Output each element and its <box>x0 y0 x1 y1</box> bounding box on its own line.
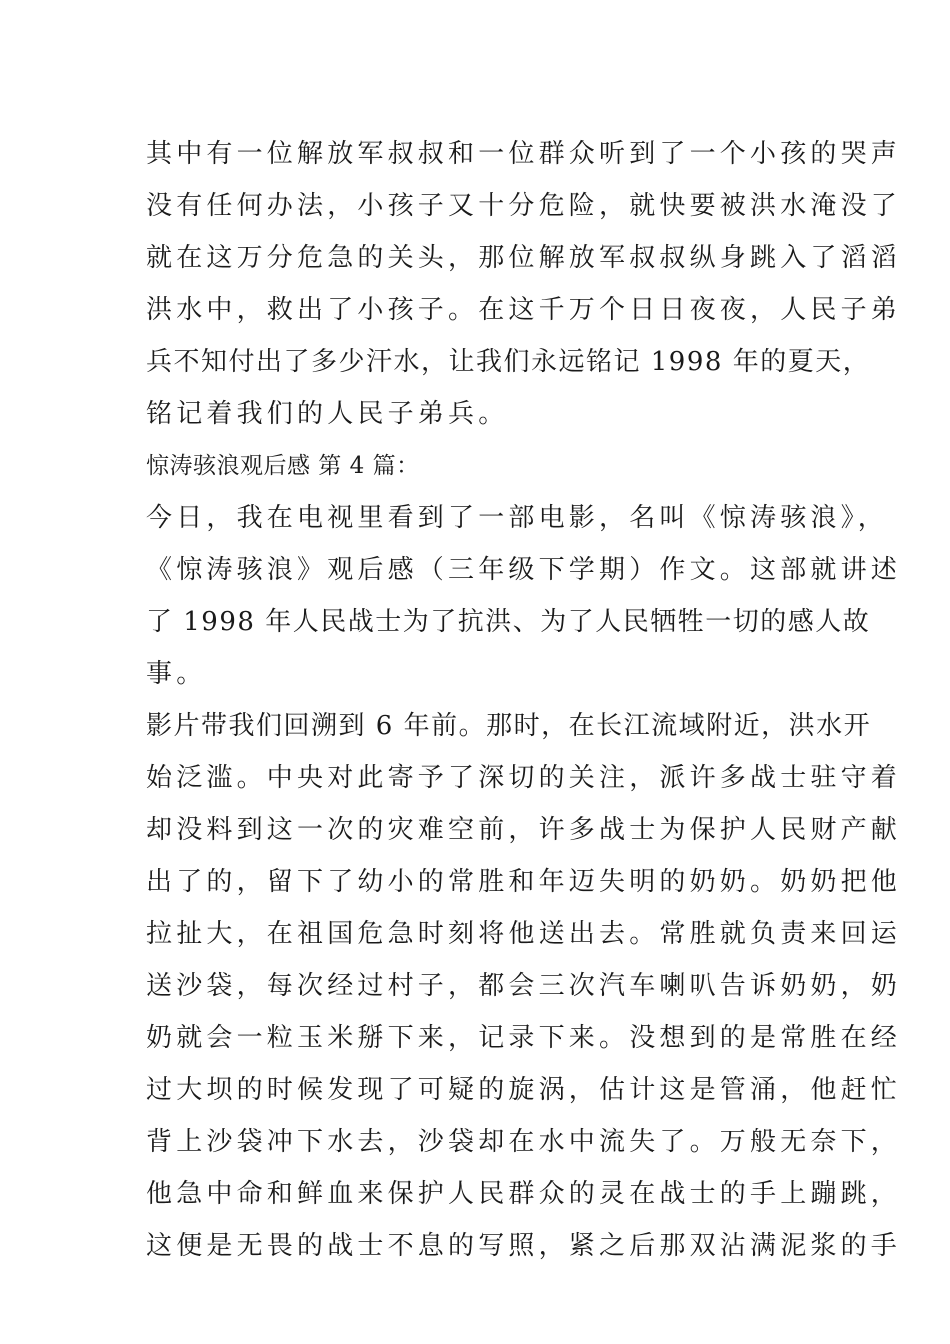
text-line: 没有任何办法，小孩子又十分危险，就快要被洪水淹没了 <box>146 191 902 221</box>
text-line: 就在这万分危急的关头，那位解放军叔叔纵身跳入了滔滔 <box>146 243 902 273</box>
text-line: 今日，我在电视里看到了一部电影，名叫《惊涛骇浪》， <box>146 503 889 533</box>
text-line: 了 1998 年人民战士为了抗洪、为了人民牺牲一切的感人故 <box>146 607 871 637</box>
text-line: 事。 <box>146 659 207 689</box>
text-line: 送沙袋，每次经过村子，都会三次汽车喇叭告诉奶奶，奶 <box>146 971 902 1001</box>
text-line: 铭记着我们的人民子弟兵。 <box>146 399 509 429</box>
text-line: 背上沙袋冲下水去，沙袋却在水中流失了。万般无奈下， <box>146 1127 902 1157</box>
document-body <box>146 128 902 1272</box>
text-line: 始泛滥。中央对此寄予了深切的关注，派许多战士驻守着 <box>146 763 902 793</box>
section-heading: 惊涛骇浪观后感 第 4 篇： <box>146 453 420 479</box>
text-line: 却没料到这一次的灾难空前，许多战士为保护人民财产献 <box>146 815 902 845</box>
text-line: 兵不知付出了多少汗水，让我们永远铭记 1998 年的夏天， <box>146 347 871 377</box>
text-line: 《惊涛骇浪》观后感（三年级下学期）作文。这部就讲述 <box>146 555 902 585</box>
text-line: 他急中命和鲜血来保护人民群众的灵在战士的手上蹦跳， <box>146 1179 902 1209</box>
text-line: 奶就会一粒玉米掰下来，记录下来。没想到的是常胜在经 <box>146 1023 902 1053</box>
text-line: 过大坝的时候发现了可疑的旋涡，估计这是管涌，他赶忙 <box>146 1075 902 1105</box>
text-line: 其中有一位解放军叔叔和一位群众听到了一个小孩的哭声 <box>146 139 902 169</box>
text-line: 这便是无畏的战士不息的写照，紧之后那双沾满泥浆的手 <box>146 1231 902 1261</box>
text-line: 影片带我们回溯到 6 年前。那时，在长江流域附近，洪水开 <box>146 711 872 741</box>
text-line: 拉扯大，在祖国危急时刻将他送出去。常胜就负责来回运 <box>146 919 902 949</box>
text-line: 洪水中，救出了小孩子。在这千万个日日夜夜，人民子弟 <box>146 295 902 325</box>
text-line: 出了的，留下了幼小的常胜和年迈失明的奶奶。奶奶把他 <box>146 867 902 897</box>
